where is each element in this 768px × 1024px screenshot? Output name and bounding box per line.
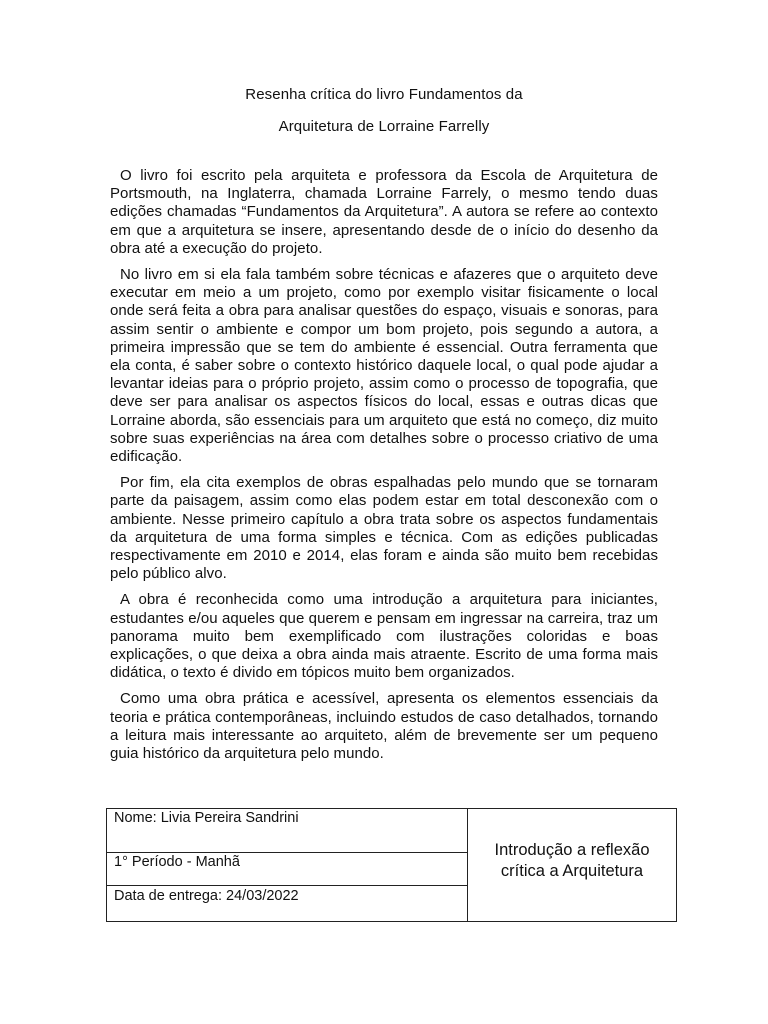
title-line-1: Resenha crítica do livro Fundamentos da <box>245 86 523 103</box>
paragraph-4: A obra é reconhecida como uma introdução a arquitetura para iniciantes, estudantes e/ou aqueles que querem e pensam em ingressar na carreira, traz um panorama muito bem exemplificado com ilustrações coloridas e boas explicações, o que deixa a obra ainda mais atraente. Escrito de uma forma mais didática, o texto é divido em tópicos muito bem organizados. <box>110 591 658 682</box>
paragraph-2: No livro em si ela fala também sobre técnicas e afazeres que o arquiteto deve executar em meio a um projeto, como por exemplo visitar fisicamente o local onde será feita a obra para analisar questões do espaço, visuais e sonoras, para assim sentir o ambiente e compor um bom projeto, pois segundo a autora, a primeira impressão que se tem do ambiente é essencial. Outra ferramenta que ela conta, é saber sobre o contexto histórico daquele local, o qual pode ajudar a levantar ideias para o próprio projeto, assim como o processo de topografia, que deve ser para analisar os aspectos físicos do local, essas e outras dicas que Lorraine aborda, são essenciais para um arquiteto que está no começo, diz muito sobre suas experiências na área com detalhes sobre o processo criativo de uma edificação. <box>110 266 658 466</box>
review-body <box>110 167 658 771</box>
course-title-cell: Introdução a reflexão crítica a Arquitetura <box>494 841 650 880</box>
period-cell: 1° Período - Manhã <box>107 853 468 886</box>
delivery-date-cell: Data de entrega: 24/03/2022 <box>107 886 468 921</box>
paragraph-3: Por fim, ela cita exemplos de obras espalhadas pelo mundo que se tornaram parte da paisagem, assim como elas podem estar em total desconexão com o ambiente. Nesse primeiro capítulo a obra trata sobre os aspectos fundamentais da arquitetura de uma forma simples e técnica. Com as edições publicadas respectivamente em 2010 e 2014, elas foram e ainda são muito bem recebidas pelo público alvo. <box>110 474 658 583</box>
paragraph-5: Como uma obra prática e acessível, apresenta os elementos essenciais da teoria e prática contemporâneas, incluindo estudos de caso detalhados, tornando a leitura mais interessante ao arquiteto, além de brevemente ser um pequeno guia histórico da arquitetura pelo mundo. <box>110 690 658 763</box>
student-name-cell: Nome: Livia Pereira Sandrini <box>107 809 468 853</box>
paragraph-1: O livro foi escrito pela arquiteta e professora da Escola de Arquitetura de Portsmouth, na Inglaterra, chamada Lorraine Farrely, o mesmo tendo duas edições chamadas “Fundamentos da Arquitetura”. A autora se refere ao contexto em que a arquitetura se insere, apresentando desde de o início do desenho da obra até a execução do projeto. <box>110 167 658 257</box>
title-line-2: Arquitetura de Lorraine Farrelly <box>278 118 490 135</box>
student-info-table <box>106 808 677 922</box>
